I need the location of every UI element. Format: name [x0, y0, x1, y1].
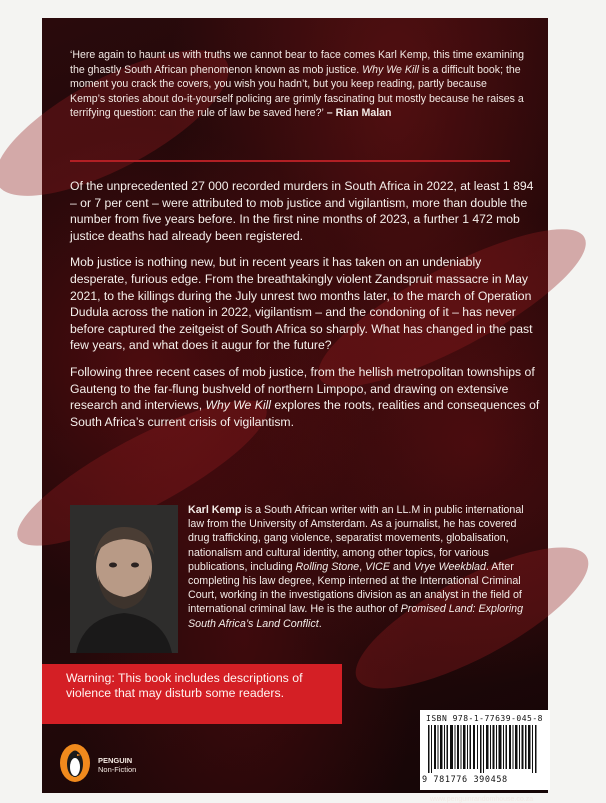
publication-name: VICE — [365, 560, 391, 573]
barcode-digits: 9 781776 390458 — [422, 775, 508, 785]
bio-text: is a South African writer with an LL.M in public international law from the University of Amsterdam. As a journalist, he has covered drug trafficking, gang violence, separatist movements, globalisation, nationalism and cultural identity, among other topics, for various publications, including — [188, 504, 524, 573]
author-bio — [188, 503, 538, 631]
content-warning: Warning: This book includes descriptions of violence that may disturb some readers. — [66, 671, 303, 700]
barcode-icon — [428, 725, 538, 773]
publisher-name: PENGUIN — [98, 756, 133, 765]
quote-text: is a difficult book; the moment you crack the covers, you wish you hadn’t, but you keep reading, partly because Kemp’s stories about do-it-yourself policing are grimly fascinating but mostly because he raises a terrifying question: can the rule of law be saved here?’ — [70, 63, 524, 120]
blurb — [70, 178, 540, 440]
bio-separator: , — [359, 560, 366, 573]
back-cover — [42, 18, 548, 803]
blurb-book-title: Why We Kill — [205, 398, 271, 413]
quote-book-title: Why We Kill — [362, 63, 419, 76]
red-divider — [70, 160, 510, 162]
publication-name: Rolling Stone — [295, 560, 360, 573]
blurb-paragraph: Mob justice is nothing new, but in recent years it has taken on an undeniably desperate, furious edge. From the breathtakingly violent Zandspruit massacre in May 2021, to the killings during the July unrest two months later, to the march of Operation Dudula across the nation in 2022, vigilantism – and the condoning of it – has never before captured the zeitgeist of South Africa so sharply. What has changed in the past few years, and what does it augur for the future? — [70, 255, 533, 353]
blurb-text: Following three recent cases of mob justice, from the hellish metropolitan townships of Gauteng to the far-flung bushveld of northern Limpopo, and drawing on extensive research and interviews, — [70, 364, 535, 413]
blurb-paragraph — [70, 364, 540, 430]
bio-text: . — [318, 617, 322, 630]
publisher-website: www.penguinrandomhouse.co.za — [430, 796, 534, 803]
author-name: Karl Kemp — [188, 504, 242, 516]
penguin-logo-icon — [58, 743, 92, 783]
bio-text: . After completing his law degree, Kemp interned at the International Criminal Court, working in the investigations division as an analyst in the field of international criminal law. He is the author of — [188, 560, 522, 616]
author-other-book: Promised Land: Exploring South Africa’s Land Conflict — [188, 603, 524, 630]
publisher-imprint — [98, 756, 136, 774]
endorsement-quote — [70, 48, 524, 121]
quote-author: – Rian Malan — [323, 107, 392, 120]
bio-separator: and — [390, 560, 414, 573]
author-photo — [70, 505, 178, 653]
publisher-category: Non-Fiction — [98, 765, 137, 774]
publication-name: Vrye Weekblad — [413, 560, 486, 573]
blurb-paragraph: Of the unprecedented 27 000 recorded murders in South Africa in 2022, at least 1 894 – or 7 per cent – were attributed to mob justice and vigilantism, more than double the number from five years before. In the first nine months of 2023, a further 1 472 mob justice deaths had already been registered. — [70, 179, 534, 243]
blurb-text: explores the roots, realities and consequences of South Africa’s current crisis of vigilantism. — [70, 398, 540, 429]
isbn-label: ISBN 978-1-77639-045-8 — [426, 714, 543, 723]
author-portrait-illustration — [70, 505, 178, 653]
quote-text: ‘Here again to haunt us with truths we cannot bear to face comes Karl Kemp, this time examining the ghastly South African phenomenon known as mob justice. — [70, 49, 524, 76]
